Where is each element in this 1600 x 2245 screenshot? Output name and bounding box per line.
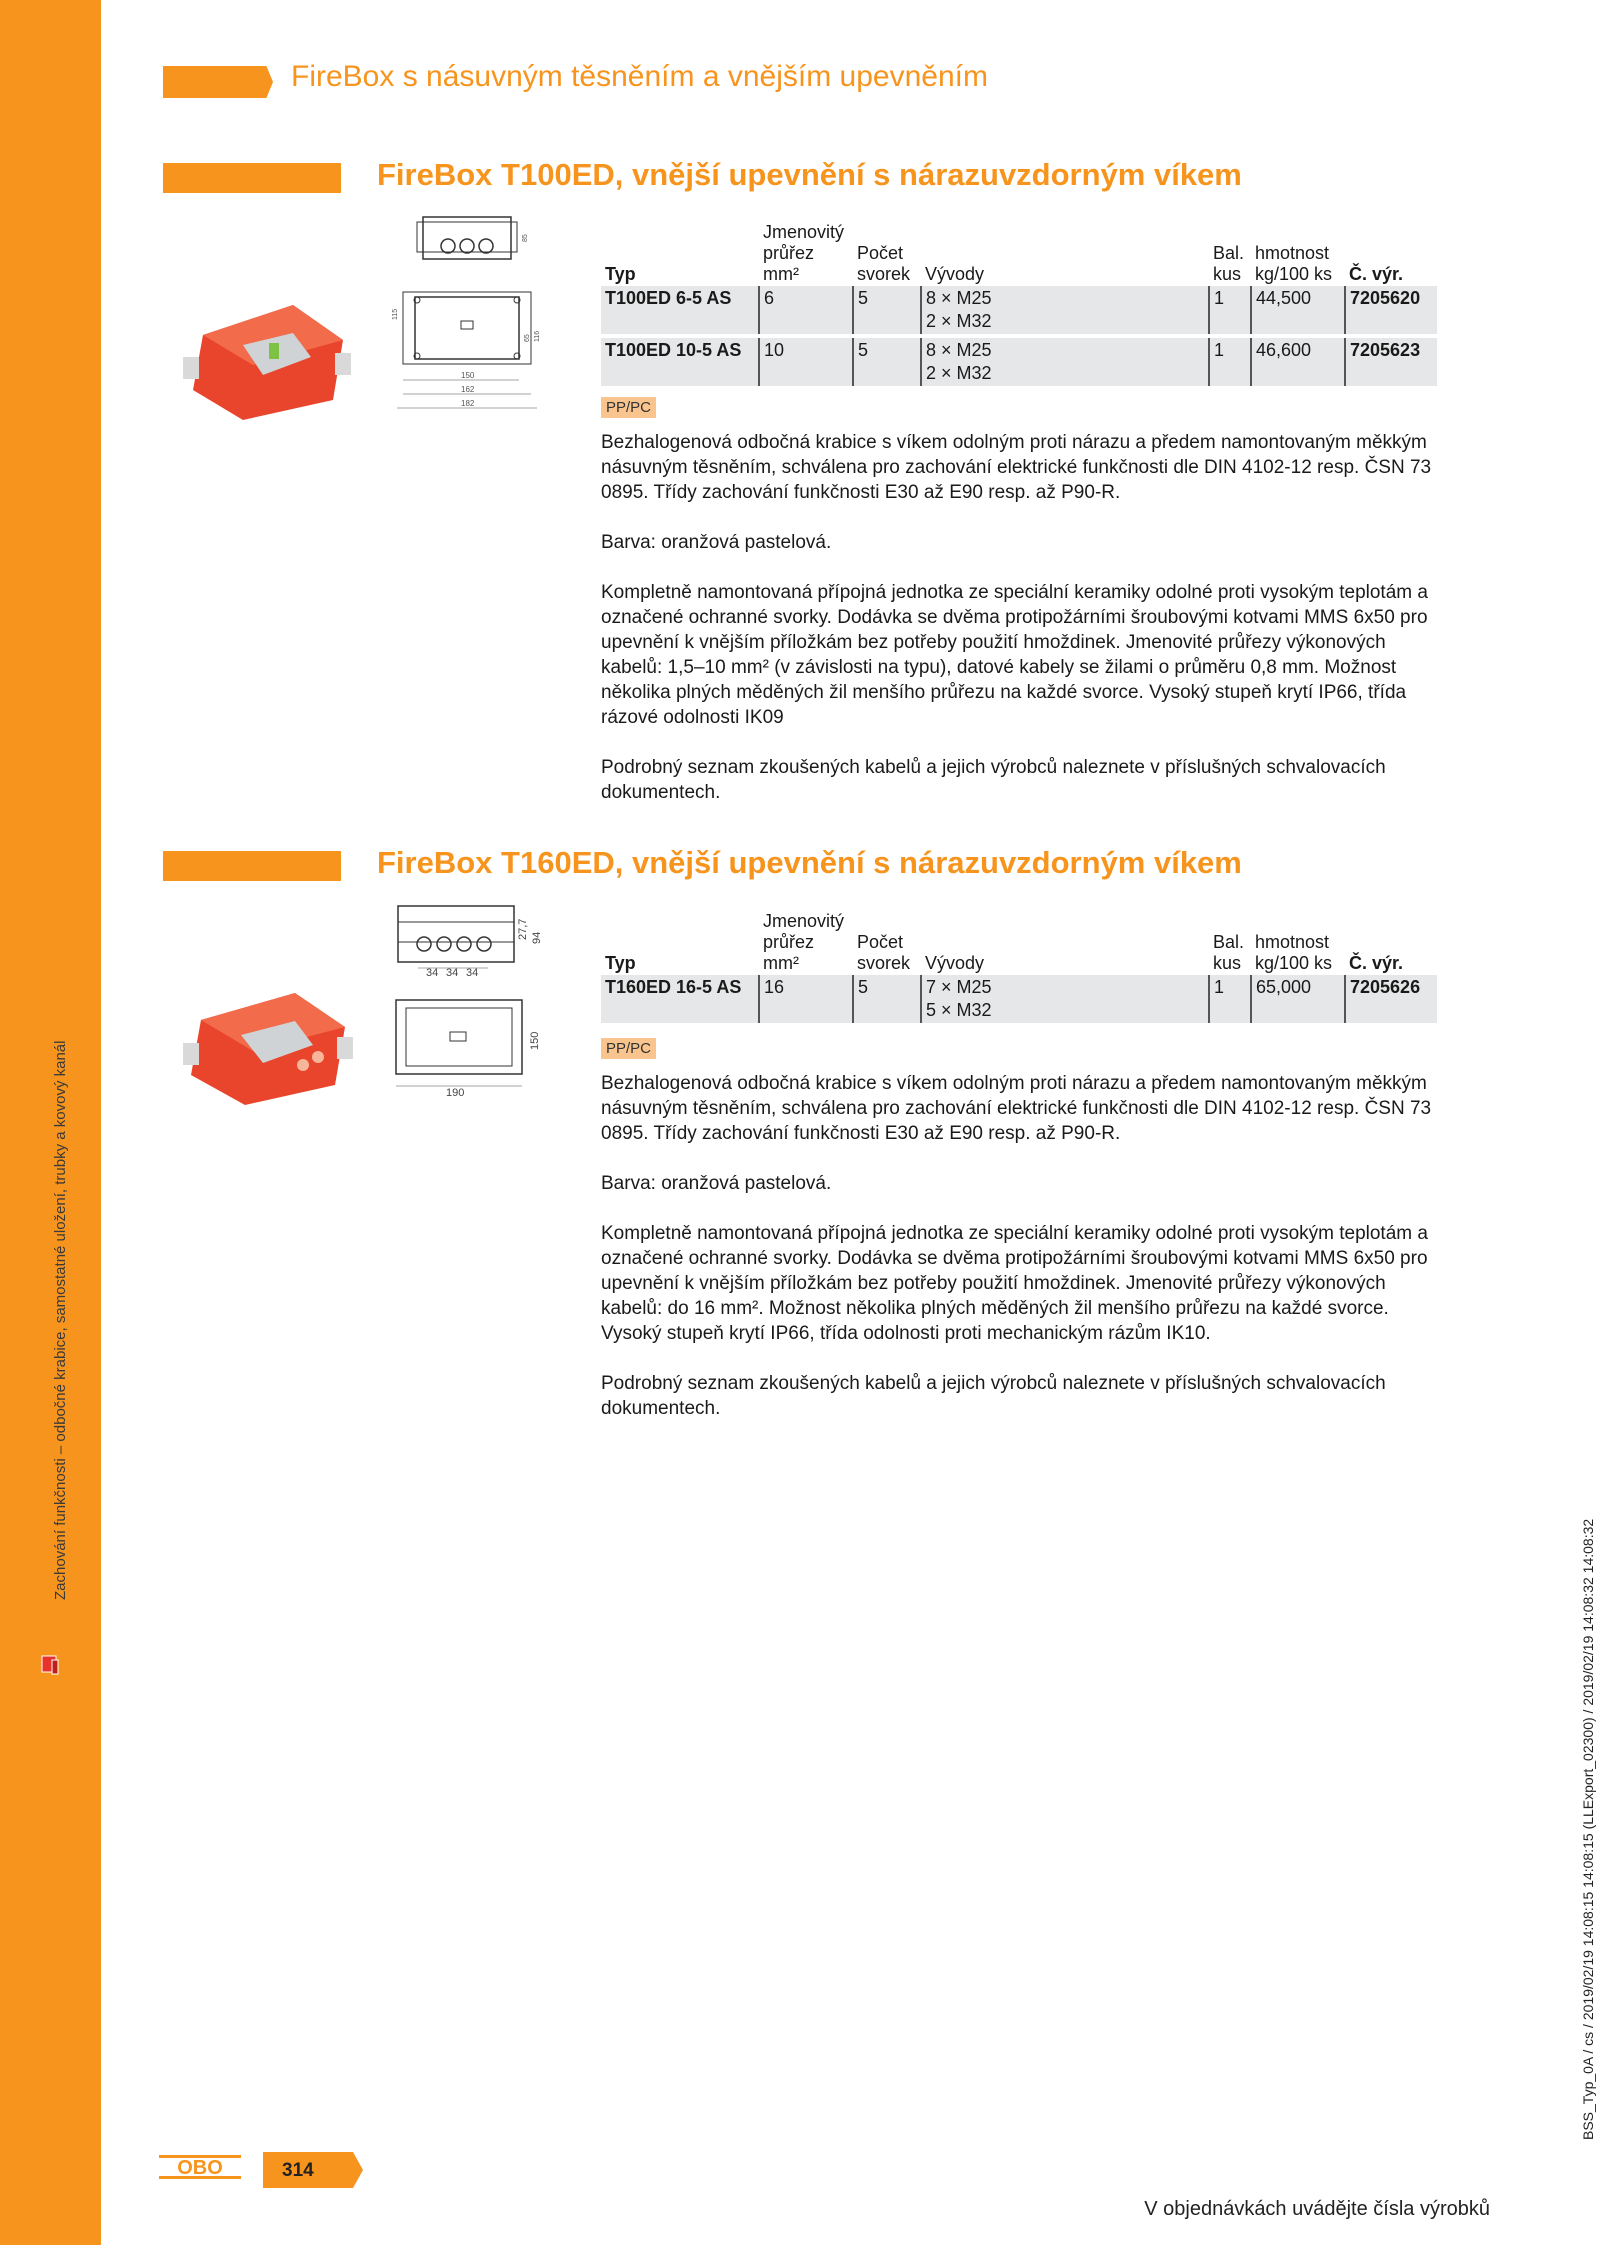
col-pocet-line1: Počet	[857, 932, 904, 952]
dim-label: 27,7	[517, 918, 529, 940]
description-t100ed	[601, 430, 1451, 830]
dim-label: 150	[529, 1031, 541, 1050]
col-bal-line2: kus	[1213, 953, 1242, 973]
cell-cislo: 7205626	[1345, 975, 1437, 1023]
product-photo-t160ed	[183, 985, 353, 1110]
col-typ: Typ	[605, 264, 636, 284]
cell-cislo: 7205620	[1345, 286, 1437, 334]
description-paragraph: Barva: oranžová pastelová.	[601, 1173, 832, 1194]
cell-bal: 1	[1209, 338, 1251, 386]
description-paragraph: Kompletně namontovaná přípojná jednotka ze speciální keramiky odolné proti vysokým teplotám a označené ochranné svorky. Dodávka se dvěma protipožárními šroubovými kotvami MMS 6x50 pro upevnění k vnějším příložkám bez potřeby použití hmoždinek. Jmenovité průřezy výkonových kabelů: do 16 mm². Možnost několika plných měděných žil menšího průřezu na každé svorce. Vysoký stupeň krytí IP66, třída odolnosti proti mechanickým rázům IK10.	[601, 1223, 1428, 1344]
cell-vyvody	[921, 338, 1209, 386]
col-typ: Typ	[605, 953, 636, 973]
description-paragraph: Barva: oranžová pastelová.	[601, 532, 832, 553]
col-vyvody: Vývody	[925, 264, 985, 284]
cell-hmotnost: 46,600	[1251, 338, 1345, 386]
section-bar-t100ed	[163, 163, 341, 193]
cell-hmotnost: 65,000	[1251, 975, 1345, 1023]
description-paragraph: Bezhalogenová odbočná krabice s víkem odolným proti nárazu a předem namontovaným měkkým násuvným těsněním, schválena pro zachování elektrické funkčnosti dle DIN 4102-12 resp. ČSN 73 0895. Třídy zachování funkčnosti E30 až E90 resp. až P90-R.	[601, 1073, 1432, 1144]
page-number: 314	[282, 2160, 314, 2181]
dim-label: 190	[446, 1087, 465, 1099]
product-photo-t100ed	[183, 295, 353, 425]
dim-label: 116	[534, 330, 541, 342]
cell-typ: T160ED 16-5 AS	[601, 975, 759, 1023]
col-pocet-line2: svorek	[857, 264, 911, 284]
cell-typ: T100ED 10-5 AS	[601, 338, 759, 386]
dim-label: 115	[392, 308, 399, 320]
vyvod-line: 5 × M32	[926, 1000, 992, 1020]
col-hmotnost-line1: hmotnost	[1255, 243, 1330, 263]
cell-prurez: 10	[759, 338, 853, 386]
material-badge: PP/PC	[601, 397, 656, 418]
product-table-t100ed	[601, 222, 1437, 386]
col-prurez-line1: Jmenovitý	[763, 911, 845, 931]
cell-prurez: 16	[759, 975, 853, 1023]
dim-label: 34	[446, 967, 459, 979]
print-meta-text: BSS_Typ_0A / cs / 2019/02/19 14:08:15 14:08:15 (LLExport_02300) / 2019/02/19 14:08:32 14:08:32	[1580, 1518, 1596, 2140]
footer-note: V objednávkách uvádějte čísla výrobků	[1144, 2198, 1490, 2220]
section-title-t160ed: FireBox T160ED, vnější upevnění s nárazuvzdorným víkem	[377, 845, 1242, 880]
section-title-t100ed: FireBox T100ED, vnější upevnění s nárazuvzdorným víkem	[377, 157, 1242, 192]
cell-prurez: 6	[759, 286, 853, 334]
col-prurez-line1: Jmenovitý	[763, 222, 845, 242]
technical-drawing-t160ed	[388, 900, 548, 1100]
table-header-row	[601, 911, 1437, 975]
col-hmotnost-line2: kg/100 ks	[1255, 264, 1333, 284]
description-paragraph: Bezhalogenová odbočná krabice s víkem odolným proti nárazu a předem namontovaným měkkým násuvným těsněním, schválena pro zachování elektrické funkčnosti dle DIN 4102-12 resp. ČSN 73 0895. Třídy zachování funkčnosti E30 až E90 resp. až P90-R.	[601, 432, 1432, 503]
section-bar-t160ed	[163, 851, 341, 881]
vyvod-line: 7 × M25	[926, 977, 992, 997]
col-prurez-line3: mm²	[763, 264, 799, 284]
cell-typ: T100ED 6-5 AS	[601, 286, 759, 334]
table-row	[601, 286, 1437, 334]
col-pocet-line2: svorek	[857, 953, 911, 973]
obo-logo	[159, 2155, 241, 2179]
dim-label: 94	[531, 931, 543, 944]
col-bal-line1: Bal.	[1213, 932, 1245, 952]
col-hmotnost-line2: kg/100 ks	[1255, 953, 1333, 973]
cell-pocet: 5	[853, 286, 921, 334]
dim-label: 85	[522, 234, 529, 242]
cell-pocet: 5	[853, 338, 921, 386]
col-prurez-line2: průřez	[763, 243, 815, 263]
cell-bal: 1	[1209, 975, 1251, 1023]
vyvod-line: 8 × M25	[926, 288, 992, 308]
cell-vyvody	[921, 975, 1209, 1023]
table-row	[601, 975, 1437, 1023]
dim-label: 150	[461, 371, 475, 380]
cell-cislo: 7205623	[1345, 338, 1437, 386]
firebox-icon	[38, 1650, 62, 1680]
dim-label: 65	[524, 334, 531, 342]
table-header-row	[601, 222, 1437, 286]
col-bal-line2: kus	[1213, 264, 1242, 284]
dim-label: 182	[461, 399, 475, 408]
table-row	[601, 338, 1437, 386]
col-prurez-line3: mm²	[763, 953, 799, 973]
vyvod-line: 2 × M32	[926, 311, 992, 331]
col-vyvody: Vývody	[925, 953, 985, 973]
logo-text: OBO	[177, 2157, 223, 2179]
cell-bal: 1	[1209, 286, 1251, 334]
col-pocet-line1: Počet	[857, 243, 904, 263]
col-cislo: Č. výr.	[1349, 264, 1404, 284]
vyvod-line: 2 × M32	[926, 363, 992, 383]
cell-hmotnost: 44,500	[1251, 286, 1345, 334]
dim-label: 34	[426, 967, 439, 979]
col-prurez-line2: průřez	[763, 932, 815, 952]
col-bal-line1: Bal.	[1213, 243, 1245, 263]
description-t160ed	[601, 1071, 1451, 1446]
dim-label: 34	[466, 967, 479, 979]
description-paragraph: Podrobný seznam zkoušených kabelů a jejich výrobců naleznete v příslušných schvalovacích dokumentech.	[601, 1373, 1386, 1419]
cell-pocet: 5	[853, 975, 921, 1023]
product-table-t160ed	[601, 911, 1437, 1023]
description-paragraph: Kompletně namontovaná přípojná jednotka ze speciální keramiky odolné proti vysokým teplotám a označené ochranné svorky. Dodávka se dvěma protipožárními šroubovými kotvami MMS 6x50 pro upevnění k vnějším příložkám bez potřeby použití hmoždinek. Jmenovité průřezy výkonových kabelů: 1,5–10 mm² (v závislosti na typu), datové kabely se žilami o průměru 0,8 mm. Možnost několika plných měděných žil menšího průřezu na každé svorce. Vysoký stupeň krytí IP66, třída rázové odolnosti IK09	[601, 582, 1428, 728]
col-cislo: Č. výr.	[1349, 953, 1404, 973]
col-hmotnost-line1: hmotnost	[1255, 932, 1330, 952]
cell-vyvody	[921, 286, 1209, 334]
sidebar-vertical-text: Zachování funkčnosti – odbočné krabice, samostatné uložení, trubky a kovový kanál	[52, 1040, 69, 1600]
header-tab-marker	[163, 66, 273, 98]
sidebar	[0, 0, 101, 2245]
vyvod-line: 8 × M25	[926, 340, 992, 360]
dim-label: 162	[461, 385, 475, 394]
material-badge: PP/PC	[601, 1038, 656, 1059]
description-paragraph: Podrobný seznam zkoušených kabelů a jejich výrobců naleznete v příslušných schvalovacích dokumentech.	[601, 757, 1386, 803]
technical-drawing-t100ed	[393, 212, 543, 412]
page-title: FireBox s násuvným těsněním a vnějším upevněním	[291, 60, 988, 93]
